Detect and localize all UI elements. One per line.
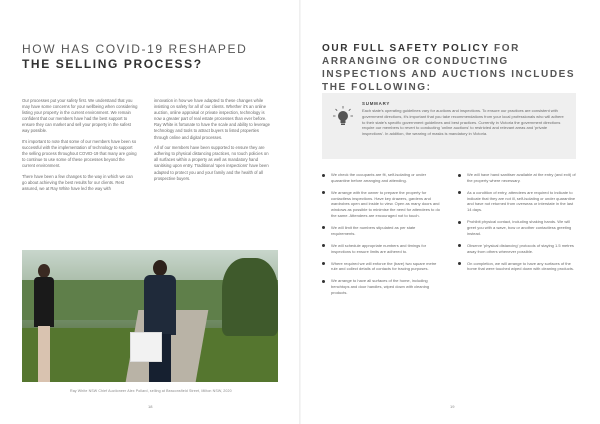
right-page-title (322, 42, 584, 94)
bullet-dot (458, 262, 461, 265)
safety-list-column-1 (322, 172, 440, 302)
person-body (34, 277, 54, 327)
paragraph: Our processes put your safety first. We understand that you may have some concerns for your wellbeing when considering listing your property in the current environment. We remain confident that our members have had the best support to ensure they can market and sell your property in the safest way possible. (22, 98, 138, 134)
left-body-column-1 (22, 98, 138, 197)
list-item-text: On completion, we will arrange to have any surfaces of the home that were touched wiped down with cleaning products. (467, 260, 574, 272)
list-item (322, 278, 440, 295)
list-item-text: We will limit the numbers stipulated as per state requirements. (331, 224, 416, 236)
list-item-text: We check the occupants are fit, self-isolating or under quarantine before arranging and attending. (331, 172, 427, 183)
list-item-text: We will have hand sanitiser available at the entry (and exit) of the property where necessary. (467, 172, 576, 183)
list-item-text: We arrange to have all surfaces of the home, including benchtops and door handles, wiped down with cleaning products. (331, 278, 430, 295)
bullet-dot (322, 226, 325, 229)
list-item-text: We will schedule appropriate numbers and timings for inspections to ensure limits are adhered to. (331, 242, 427, 254)
photo-tree (222, 258, 278, 336)
photo-sign-board (130, 332, 162, 362)
bullet-dot (322, 280, 325, 283)
page-number-left: 18 (148, 404, 153, 409)
bullet-dot (458, 191, 461, 194)
list-item-text: Prohibit physical contact, including shaking hands. We will greet you with a wave, bow or another contactless greeting instead. (467, 219, 572, 236)
paragraph: There have been a few changes to the way in which we can go about achieving the best results for our clients. Rest assured, we at Ray White have led the way with (22, 174, 133, 192)
photo-caption: Ray White NSW Chief Auctioneer Alex Pollard, selling at Beaconsfield Street, Milton NSW, 2020 (70, 389, 232, 393)
list-item (458, 219, 576, 236)
list-item (322, 172, 440, 184)
list-item (458, 172, 576, 184)
right-title-bold: OUR FULL SAFETY POLICY (322, 43, 490, 54)
person-head (38, 264, 50, 278)
list-item (458, 243, 576, 255)
paragraph: It's important to note that some of our members have been so successful with the implementation of technology to support the selling process throughout COVID-19 that many are going to continue to use some of these processes beyond the current environment. (22, 139, 137, 169)
list-item (458, 261, 576, 273)
bullet-dot (322, 174, 325, 177)
list-item-text: Where required we will enforce the (bare) two square metre rule and collect details of contacts for tracing purposes. (331, 260, 437, 272)
left-body-column-2 (154, 98, 272, 186)
bullet-dot (322, 244, 325, 247)
person-legs (38, 326, 50, 382)
list-item (322, 261, 440, 273)
safety-list-column-2 (458, 172, 576, 278)
list-item (322, 225, 440, 237)
bullet-dot (322, 262, 325, 265)
page-gutter (299, 0, 301, 424)
person-body (144, 275, 176, 335)
summary-text: Each state's operating guidelines vary for auctions and inspections. To ensure our practices are consistent with government directions, it's important that you take recommendations from your local professionals who will adhere to their state's specific government guidelines and best practices. Currently in Victoria the government directions require our members to revert to conducting 'online auctions' to restricted and relevant areas and 'private inspections'. In addition, the wearing of masks is mandatory in Victoria. (362, 108, 564, 137)
list-item (322, 243, 440, 255)
paragraph: All of our members have been supported to ensure they are adhering to physical distancing practices, no touch policies on all surfaces within a property as well as mandatory hand sanitising upon entry. Traditional 'open inspections' have been adapted to protect you and your family and the health of all prospective buyers. (154, 145, 269, 181)
summary-box (322, 93, 576, 159)
left-title-line1: HOW HAS COVID-19 RESHAPED (22, 42, 248, 56)
person-head (153, 260, 167, 276)
auction-photo (22, 250, 278, 382)
bullet-dot (458, 221, 461, 224)
list-item-text: Observe 'physical distancing' protocols of staying 1.5 metres away from others whenever possible. (467, 242, 574, 254)
bullet-dot (322, 191, 325, 194)
bullet-dot (458, 174, 461, 177)
list-item-text: We arrange with the owner to prepare the property for contactless inspections. Have key drawers, gardens and wardrobes open and inside to view. Open as many doors and windows as possible to minimise the need for attendees to do the same. Attendees are encouraged not to touch. (331, 189, 440, 218)
bullet-dot (458, 244, 461, 247)
page-number-right: 19 (450, 404, 455, 409)
list-item-text: As a condition of entry, attendees are required to indicate to indicate that they are not ill, self-isolating or under quarantine and have not returned from overseas or interstate in the last 14 days. (467, 189, 576, 213)
lightbulb-icon (332, 105, 354, 127)
paragraph: innovation in how we have adapted to these changes while insisting on safety for all of our clients. Whether it's an online auction, online appraisal or private inspection, technology is now a greater part of real estate processes than ever before. Ray White is fortunate to have the scale and ability to leverage technology and tools to attract buyers to listed properties through online and digital processes. (154, 98, 270, 140)
right-title-rest: FOR ARRANGING OR CONDUCTING INSPECTIONS AND AUCTIONS INCLUDES THE FOLLOWING: (322, 43, 576, 93)
photo-person-left (32, 264, 56, 382)
left-page-title (22, 42, 282, 72)
list-item (322, 190, 440, 219)
list-item (458, 190, 576, 213)
summary-heading: SUMMARY (362, 101, 391, 106)
photo-auctioneer (140, 260, 180, 382)
left-title-line2: THE SELLING PROCESS? (22, 57, 203, 71)
